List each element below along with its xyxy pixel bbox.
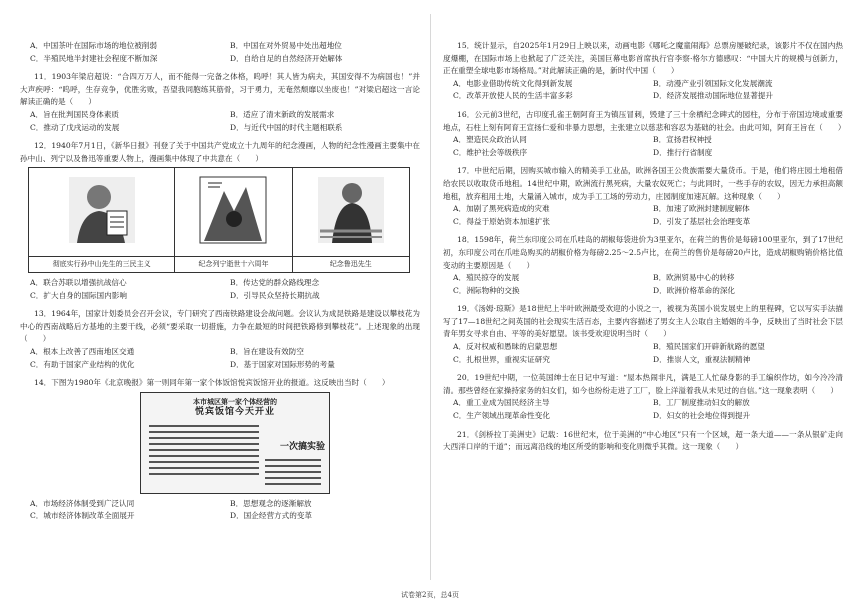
news-text-lines — [149, 421, 259, 479]
option[interactable]: C．洲际物种的交换 — [453, 285, 520, 295]
option[interactable]: C．城市经济体制改革全面展开 — [30, 511, 135, 521]
option[interactable]: D．妇女的社会地位得到提升 — [653, 411, 751, 421]
q17-options — [443, 203, 843, 228]
option[interactable]: C．有助于国家产业结构的优化 — [30, 359, 135, 369]
caption: 纪念列宁逝世十六周年 — [175, 257, 292, 273]
portrait-sketch-icon — [194, 171, 272, 249]
option[interactable]: A．联合苏联以增强抗战信心 — [30, 277, 127, 287]
option[interactable]: B．殖民国家们开辟新航路的愿望 — [653, 342, 765, 352]
option[interactable]: B．宣扬君权神授 — [653, 135, 712, 145]
option[interactable]: C．得益于原始资本加速扩张 — [453, 216, 550, 226]
option[interactable]: C．半殖民地半封建社会程度不断加深 — [30, 53, 158, 63]
option[interactable]: A．加剧了黑死病造成的灾难 — [453, 204, 550, 214]
option[interactable]: B．加速了欧洲封建制度解体 — [653, 204, 750, 214]
q19-options — [443, 341, 843, 366]
news-title: 本市城区第一家个体经营的 — [193, 396, 277, 406]
cartoon-lu-xun — [292, 168, 409, 257]
cartoon-sun-yat-sen — [29, 168, 175, 257]
question-17: 17．中世纪后期，因购买城市输入的精美手工业品，欧洲各国王公贵族需要大量货币。于是，他们将庄园土地租借给农民以收取货币地租。14世纪中期，欧洲流行黑死病，大量农奴死亡；与此同时，一些手存的农奴，因无力承担高额地租，放弃租用土地，大量涌入城市，成为手工工场的劳动力，庄园制度加速瓦解。这种现象（ ） — [443, 166, 843, 201]
newspaper-clipping — [140, 392, 330, 494]
option[interactable]: B．传达党的群众路线理念 — [230, 277, 320, 287]
q14-options — [20, 498, 420, 523]
option[interactable]: A．反对权威和愚昧的启蒙思想 — [453, 342, 558, 352]
option[interactable]: D．引发了基层社会治理变革 — [653, 216, 751, 226]
question-11: 11．1903年梁启超说：“合四万万人，而不能得一完备之体格，呜呼！其人皆为病夫，其国安得不为病国也！”并大声疾呼：“呜呼，生存竞争，优胜劣败，吾望我同胞练其筋骨，习于勇力，无奄然颓靡以坐废也！”对梁启超这一言论解读正确的是（ ） — [20, 72, 420, 107]
option[interactable]: C．维护社会等级秩序 — [453, 147, 528, 157]
q20-options — [443, 397, 843, 422]
option[interactable]: D．推行行省制度 — [653, 147, 713, 157]
option[interactable]: B．欧洲贸易中心的转移 — [653, 273, 735, 283]
q12-options — [20, 277, 420, 302]
portrait-sketch-icon — [312, 171, 390, 249]
news-headline: 悦宾饭馆今天开业 — [194, 406, 275, 417]
option[interactable]: A．旨在批判国民身体素质 — [30, 109, 120, 119]
option[interactable]: A．中国茶叶在国际市场的地位被削弱 — [30, 41, 157, 50]
option[interactable]: B．中国在对外贸易中处出超地位 — [230, 41, 342, 50]
portrait-sketch-icon — [63, 171, 141, 249]
option[interactable]: D．与近代中国的时代主题相联系 — [230, 122, 343, 132]
q18-options — [443, 272, 843, 297]
caption: 纪念鲁迅先生 — [292, 257, 409, 273]
option[interactable]: A．重工业成为国民经济主导 — [453, 398, 550, 408]
q10-options — [20, 40, 420, 65]
option[interactable]: D．推崇人文，重视法制精神 — [653, 354, 751, 364]
option[interactable]: D．引导民众坚持长期抗战 — [230, 290, 320, 300]
q15-options — [443, 78, 843, 103]
option[interactable]: D．基于国家对国际形势的考量 — [230, 359, 335, 369]
page-footer: 试卷第2页，总4页 — [401, 591, 459, 599]
news-side-headline: 一次搞实验 — [279, 441, 325, 452]
option[interactable]: D．国企经营方式的变革 — [230, 511, 313, 521]
option[interactable]: D．经济发展推动国际地位显著提升 — [653, 91, 773, 101]
cartoon-lenin — [175, 168, 292, 257]
question-16: 16．公元前3世纪，古印度孔雀王朝阿育王为镇压冒刺，毁建了三十余栖纪念碑式的园柱，分布于帝国边境或重要地点，石柱上刻有阿育王宣扬仁爱和非暴力思想，主张建立以慈悲和容忍为基础的社会。由此可知，阿育王旨在（ ） — [443, 109, 846, 132]
question-14: 14．下图为1980年《北京晚报》第一则同年第一家个体饭馆悦宾饭馆开业的报道。这反映出当时（ ） — [34, 378, 390, 388]
left-column — [20, 0, 420, 523]
question-19: 19．《汤姆·琼斯》是18世纪上半叶欧洲最受欢迎的小说之一，被视为英国小说发展史上的里程碑，它以写实手法描写了17—18世纪之间英国的社会现实生活百态，主要内容描述了男女主人公取自主婚姻的斗争，反映出了当时社会下层青年男女寻求自由、平等的美好愿望。该书受欢迎说明当时（ ） — [443, 304, 843, 339]
caption: 彻底实行孙中山先生的三民主义 — [29, 257, 175, 273]
question-20: 20．19世纪中期，一位英国绅士在日记中写道：“屋本热闹非凡，满是工人忙碌身影的手工编织作坊，如今冷冷清清。那些曾经在家操持家务的妇女们，如今也纷纷走进了工厂，脸上洋溢着我从未见过的自信。”这一现象表明（ ） — [443, 373, 843, 395]
q16-options — [443, 134, 843, 159]
option[interactable]: B．动漫产业引领国际文化发展潮流 — [653, 78, 773, 88]
option[interactable]: B．适应了清末新政的发展需求 — [230, 109, 335, 119]
q11-options — [20, 109, 420, 134]
option[interactable]: C．扎根世界，重视实证研究 — [453, 354, 550, 364]
option[interactable]: C．生产领域出现革命性变化 — [453, 411, 550, 421]
option[interactable]: C．改革开放使人民的生活丰富多彩 — [453, 91, 573, 101]
option[interactable]: B．思想观念的逐渐解放 — [230, 498, 312, 508]
question-12: 12．1940年7月1日，《新华日报》刊登了关于中国共产党成立十九周年的纪念漫画，人物的纪念性漫画主要集中在孙中山、列宁以及鲁迅等重要人物上，漫画集中体现了中共意在（ ） — [20, 141, 420, 163]
cartoon-table — [28, 167, 410, 273]
column-divider — [430, 14, 431, 580]
option[interactable]: A．市场经济体制受到广泛认同 — [30, 498, 135, 508]
option[interactable]: C．推动了戊戌运动的发展 — [30, 122, 120, 132]
option[interactable]: B．工厂制度推动妇女的解放 — [653, 398, 750, 408]
option[interactable]: A．塑造民众政治认同 — [453, 135, 527, 145]
option[interactable]: A．根本上改善了西南地区交通 — [30, 346, 135, 356]
right-column — [443, 0, 846, 454]
option[interactable]: D．欧洲价格革命的深化 — [653, 285, 736, 295]
option[interactable]: C．扩大自身的国际国内影响 — [30, 290, 127, 300]
option[interactable]: B．旨在建设有效防空 — [230, 346, 304, 356]
option[interactable]: D．自给自足的自然经济开始解体 — [230, 53, 343, 63]
question-13: 13．1964年，国家计划委员会召开会议，专门研究了西南铁路建设会战问题。会议认为成昆铁路是建设以攀枝花为中心的西南战略后方基地的主要干线，必须“要采取一切措施，力争在最短的时间把铁路修到攀枝花”。上述现象的出现（ ） — [20, 309, 420, 344]
option[interactable]: A．殖民掠夺的发展 — [453, 273, 520, 283]
news-text-lines — [265, 455, 321, 489]
option[interactable]: A．电影业借助传统文化得到新发展 — [453, 78, 573, 88]
question-15: 15．统计显示，自2025年1月29日上映以来，动画电影《哪吒之魔童闹海》总票房屡破纪录，该影片不仅在国内热度爆棚，在国际市场上也掀起了广泛关注，美国巨幕电影首席执行官李察·格尔方德感叹：“中国大片的规模与创新力，正在重塑全球电影市场格局。”对此解读正确的是，新时代中国（ ） — [443, 41, 843, 76]
question-21: 21．《剑桥拉丁美洲史》记载：16世纪末，位于美洲的“中心地区”只有一个区域，超一条大道——一条从银矿走向大西洋口岸的干道”；而远离沿线的地区所受的影响和变化则微乎其微。这一现象（ ） — [443, 429, 843, 452]
q13-options — [20, 346, 420, 371]
question-18: 18．1598年，荷兰东印度公司在爪哇岛的胡椒每袋进价为3里亚尔，在荷兰的售价是每磅100里亚尔，到了17世纪初，东印度公司在爪哇岛购买的胡椒价格为每磅2.25～2.5卢比，在荷兰的售价是每磅20卢比，造成胡椒购销价格比值变动的主要原因是（ ） — [443, 235, 843, 270]
